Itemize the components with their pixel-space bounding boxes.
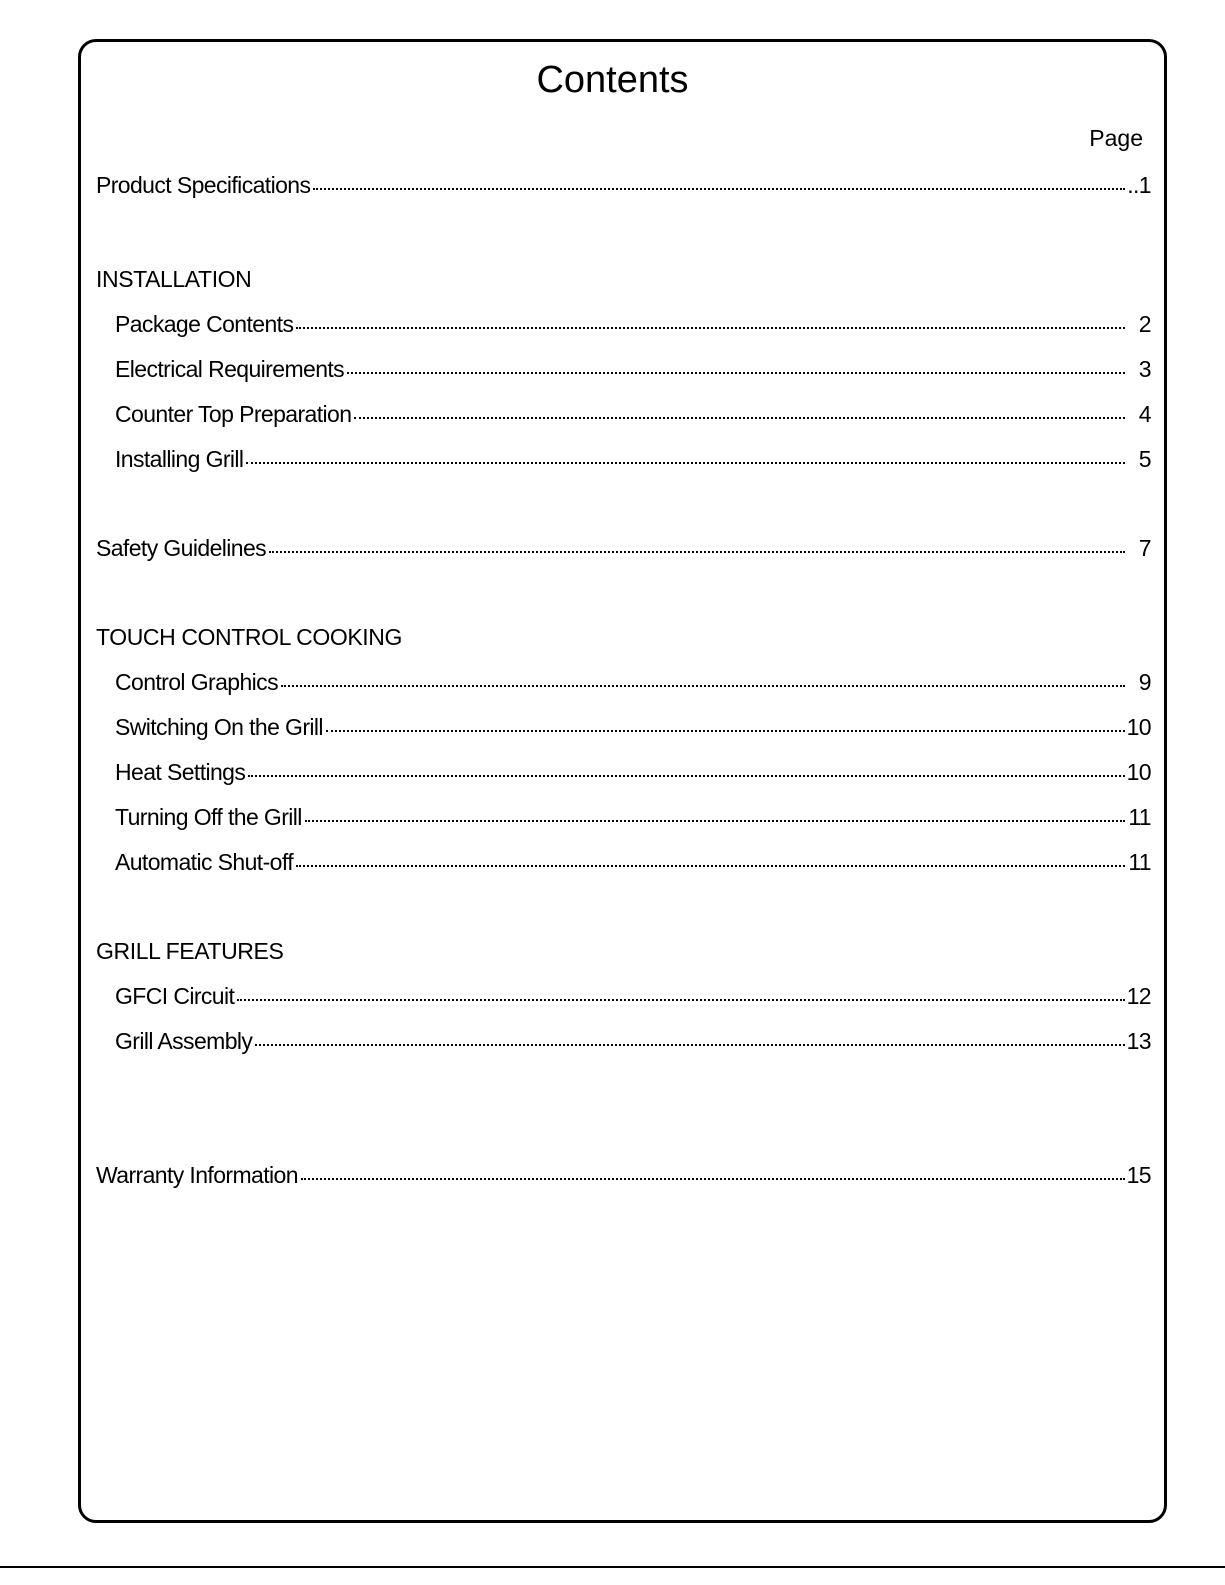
toc-entry-page: 10 xyxy=(1126,759,1151,785)
section-heading-touch-control-cooking: TOUCH CONTROL COOKING xyxy=(96,624,402,650)
toc-entry-label: Grill Assembly xyxy=(115,1028,253,1054)
page-title: Contents xyxy=(536,59,689,101)
toc-entry-counter-top-preparation[interactable] xyxy=(115,399,1151,429)
toc-entry-page: 12 xyxy=(1126,983,1151,1009)
toc-entry-label: Automatic Shut-off xyxy=(115,849,293,875)
dot-leader xyxy=(281,685,1125,687)
toc-entry-label: Switching On the Grill xyxy=(115,714,323,740)
toc-entry-page: 4 xyxy=(1138,401,1151,427)
toc-entry-page: 3 xyxy=(1138,356,1151,382)
toc-entry-label: Warranty Information xyxy=(96,1162,298,1188)
toc-entry-label: Turning Off the Grill xyxy=(115,804,302,830)
toc-entry-label: Electrical Requirements xyxy=(115,356,345,382)
toc-entry-turning-off-the-grill[interactable] xyxy=(115,802,1151,832)
toc-entry-switching-on-the-grill[interactable] xyxy=(115,712,1151,742)
dot-leader xyxy=(246,462,1125,464)
toc-entry-label: GFCI Circuit xyxy=(115,983,235,1009)
toc-entry-page: 10 xyxy=(1126,714,1151,740)
dot-leader xyxy=(301,1178,1125,1180)
section-heading-installation: INSTALLATION xyxy=(96,266,252,292)
dot-leader xyxy=(255,1044,1124,1046)
toc-entry-page: 5 xyxy=(1138,446,1151,472)
page-bottom-rule xyxy=(0,1566,1225,1568)
dot-leader xyxy=(248,775,1124,777)
dot-leader xyxy=(296,865,1125,867)
toc-entry-warranty-information[interactable] xyxy=(96,1160,1151,1190)
toc-entry-label: Product Specifications xyxy=(96,172,311,198)
page-column-header: Page xyxy=(1089,125,1143,151)
toc-entry-label: Package Contents xyxy=(115,311,294,337)
toc-entry-page: ..1 xyxy=(1127,172,1151,198)
dot-leader xyxy=(354,417,1125,419)
toc-entry-page: 15 xyxy=(1126,1162,1151,1188)
toc-entry-heat-settings[interactable] xyxy=(115,757,1151,787)
toc-entry-control-graphics[interactable] xyxy=(115,667,1151,697)
toc-entry-automatic-shut-off[interactable] xyxy=(115,847,1151,877)
dot-leader xyxy=(296,327,1125,329)
toc-entry-electrical-requirements[interactable] xyxy=(115,354,1151,384)
toc-entry-label: Safety Guidelines xyxy=(96,535,267,561)
toc-entry-page: 13 xyxy=(1126,1028,1151,1054)
toc-entry-grill-assembly[interactable] xyxy=(115,1026,1151,1056)
toc-entry-product-specifications[interactable] xyxy=(96,170,1151,200)
toc-entry-safety-guidelines[interactable] xyxy=(96,533,1151,563)
toc-entry-page: 11 xyxy=(1128,849,1151,875)
dot-leader xyxy=(237,999,1124,1001)
toc-entry-label: Control Graphics xyxy=(115,669,278,695)
dot-leader xyxy=(313,188,1125,190)
toc-entry-label: Installing Grill xyxy=(115,446,244,472)
dot-leader xyxy=(269,551,1125,553)
toc-entry-label: Heat Settings xyxy=(115,759,246,785)
toc-entry-installing-grill[interactable] xyxy=(115,444,1151,474)
toc-entry-package-contents[interactable] xyxy=(115,309,1151,339)
toc-entry-page: 11 xyxy=(1128,804,1151,830)
dot-leader xyxy=(347,372,1125,374)
toc-entry-page: 9 xyxy=(1138,669,1151,695)
dot-leader xyxy=(326,730,1125,732)
toc-entry-page: 7 xyxy=(1138,535,1151,561)
section-heading-grill-features: GRILL FEATURES xyxy=(96,938,284,964)
dot-leader xyxy=(305,820,1125,822)
toc-entry-gfci-circuit[interactable] xyxy=(115,981,1151,1011)
toc-entry-page: 2 xyxy=(1138,311,1151,337)
toc-entry-label: Counter Top Preparation xyxy=(115,401,352,427)
